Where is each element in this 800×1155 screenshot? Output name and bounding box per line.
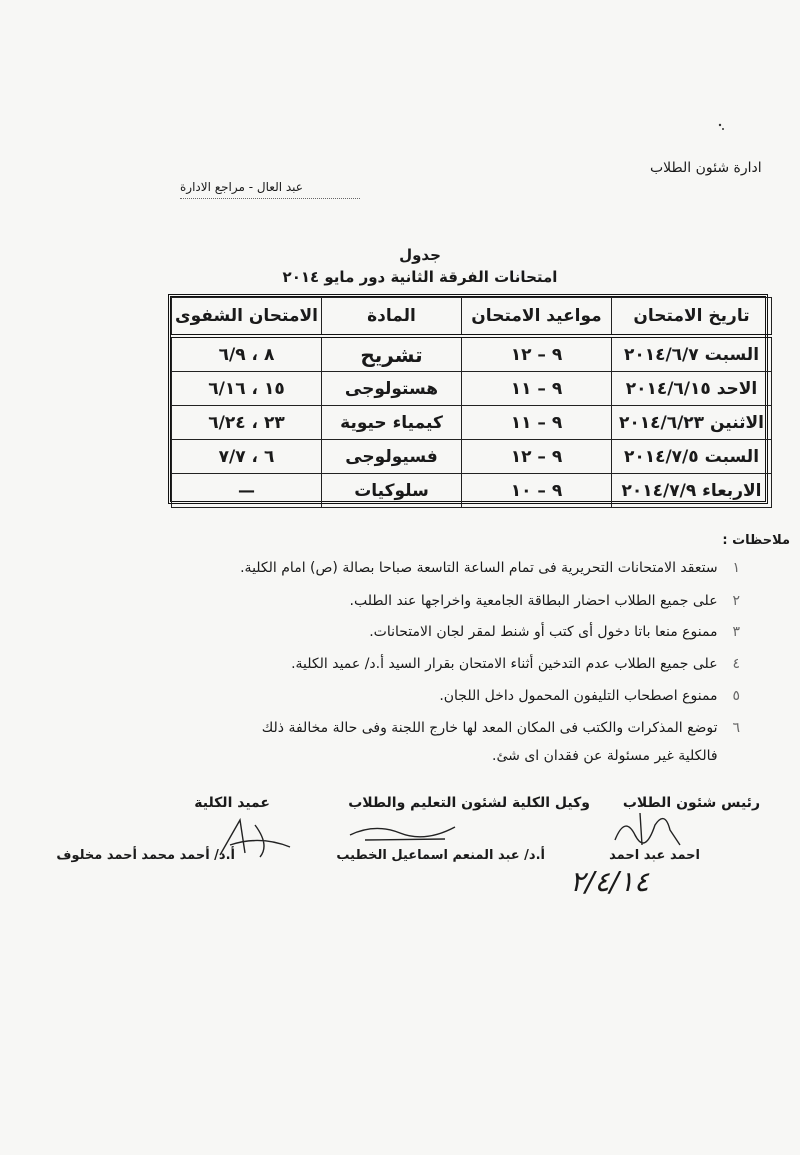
note-item <box>120 748 740 764</box>
cell-date: الاربعاء ٢٠١٤/٧/٩ <box>612 474 772 508</box>
cell-time: ٩ – ١١ <box>462 406 612 440</box>
note-number: ٢ <box>732 593 740 609</box>
cell-time: ٩ – ١٢ <box>462 336 612 372</box>
cell-oral: ١٥ ، ٦/١٦ <box>172 372 322 406</box>
table-row <box>172 372 772 406</box>
table-header-row <box>172 298 772 337</box>
signature-scribble <box>610 805 690 850</box>
signature-name-dean: أ.د/ أحمد محمد أحمد مخلوف <box>56 848 235 863</box>
note-text: ممنوع منعا باتا دخول أى كتب أو شنط لمقر لجان الامتحانات. <box>369 624 718 640</box>
note-text: ممنوع اصطحاب التليفون المحمول داخل اللجان. <box>439 688 718 704</box>
header-date: تاريخ الامتحان <box>612 298 772 337</box>
header-subject: المادة <box>322 298 462 337</box>
note-number: ١ <box>732 560 740 576</box>
note-item <box>120 688 740 704</box>
table-row <box>172 440 772 474</box>
note-number: ٤ <box>732 656 740 672</box>
cell-subject: سلوكيات <box>322 474 462 508</box>
reference-line: عبد العال - مراجع الادارة <box>180 180 303 194</box>
table-row <box>172 406 772 440</box>
header-time: مواعيد الامتحان <box>462 298 612 337</box>
cell-oral: ٢٣ ، ٦/٢٤ <box>172 406 322 440</box>
note-text: على جميع الطلاب عدم التدخين أثناء الامتحان بقرار السيد أ.د/ عميد الكلية. <box>291 656 718 672</box>
note-text: على جميع الطلاب احضار البطاقة الجامعية واخراجها عند الطلب. <box>349 593 718 609</box>
signature-title-vice-dean: وكيل الكلية لشئون التعليم والطلاب <box>348 795 590 811</box>
cell-time: ٩ – ١٢ <box>462 440 612 474</box>
cell-date: الاحد ٢٠١٤/٦/١٥ <box>612 372 772 406</box>
note-item <box>120 624 740 640</box>
cell-subject: هستولوجى <box>322 372 462 406</box>
note-item <box>120 720 740 736</box>
note-item <box>120 656 740 672</box>
note-number: ٥ <box>732 688 740 704</box>
note-text: ستعقد الامتحانات التحريرية فى تمام الساعة التاسعة صباحا بصالة (ص) امام الكلية. <box>240 560 718 576</box>
cell-date: السبت ٢٠١٤/٧/٥ <box>612 440 772 474</box>
note-number: ٣ <box>732 624 740 640</box>
exam-schedule-table <box>168 294 768 504</box>
cell-subject: فسيولوجى <box>322 440 462 474</box>
document-subtitle: امتحانات الفرقة الثانية دور مايو ٢٠١٤ <box>282 268 558 286</box>
signature-title-student-affairs: رئيس شئون الطلاب <box>622 795 760 811</box>
note-item <box>120 560 740 576</box>
cell-oral: — <box>172 474 322 508</box>
notes-heading: ملاحظات : <box>722 533 790 548</box>
cell-subject: تشريح <box>322 336 462 372</box>
document-title: جدول <box>399 246 441 264</box>
table-row <box>172 336 772 372</box>
signature-title-dean: عميد الكلية <box>194 795 270 811</box>
divider <box>180 198 360 199</box>
note-text: توضع المذكرات والكتب فى المكان المعد لها خارج اللجنة وفى حالة مخالفة ذلك <box>261 720 718 736</box>
cell-subject: كيمياء حيوية <box>322 406 462 440</box>
cell-time: ٩ – ١٠ <box>462 474 612 508</box>
table-row <box>172 474 772 508</box>
signature-scribble <box>345 815 465 845</box>
department-name: ادارة شئون الطلاب <box>650 160 762 176</box>
cell-oral: ٦ ، ٧/٧ <box>172 440 322 474</box>
crescent-logo-icon <box>690 105 730 145</box>
cell-oral: ٨ ، ٦/٩ <box>172 336 322 372</box>
note-item <box>120 593 740 609</box>
signature-name-student-affairs: احمد عبد احمد <box>609 848 700 863</box>
cell-time: ٩ – ١١ <box>462 372 612 406</box>
note-number: ٦ <box>732 720 740 736</box>
note-text: فالكلية غير مسئولة عن فقدان اى شئ. <box>492 748 718 764</box>
header-oral: الامتحان الشفوى <box>172 298 322 337</box>
cell-date: الاثنين ٢٠١٤/٦/٢٣ <box>612 406 772 440</box>
handwritten-date: ٢/٤/١٤ <box>570 865 650 898</box>
cell-date: السبت ٢٠١٤/٦/٧ <box>612 336 772 372</box>
signature-name-vice-dean: أ.د/ عبد المنعم اسماعيل الخطيب <box>336 848 545 863</box>
